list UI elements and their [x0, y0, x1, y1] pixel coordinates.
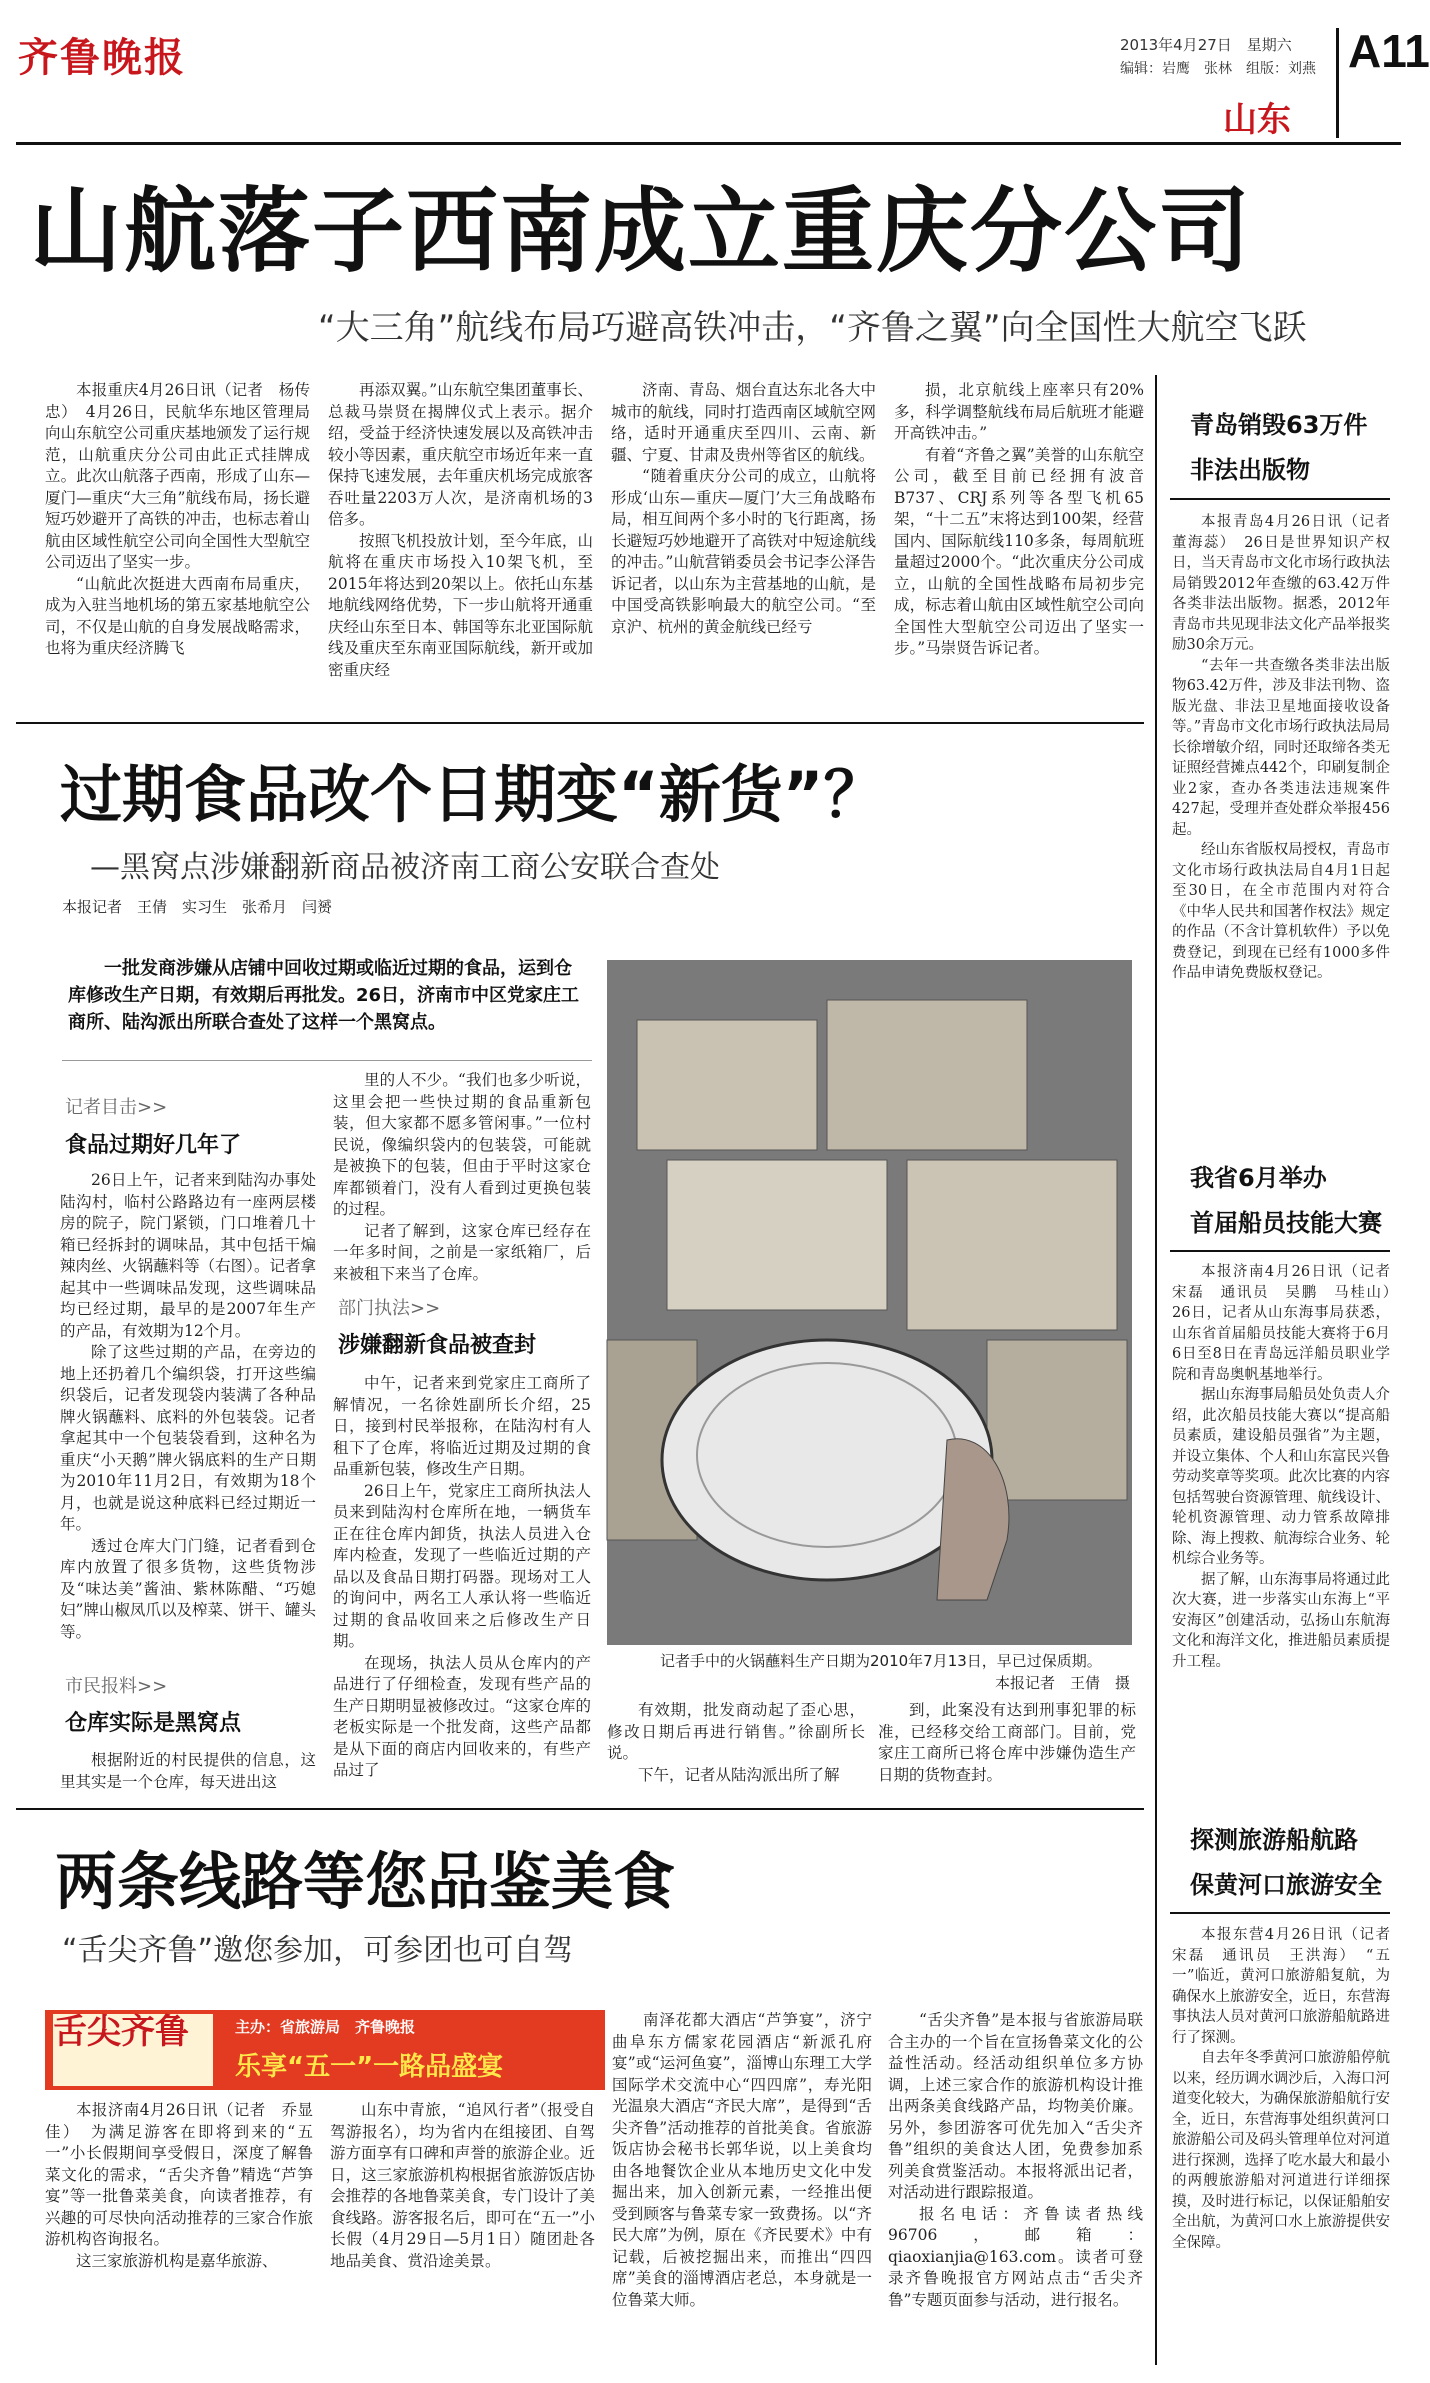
carton-box	[907, 1160, 1117, 1330]
subhead-expired-food: 食品过期好几年了	[65, 1133, 242, 1158]
carton-box	[827, 1000, 1027, 1150]
story1-headline: 山航落子西南成立重庆分公司	[30, 178, 1253, 285]
section-name: 山东	[1223, 100, 1291, 140]
paragraph: 有着“齐鲁之翼”美誉的山东航空公司，截至目前已经拥有波音B737、CRJ系列等各型飞机65架，“十二五”末将达到100架，经营国内、国际航线110多条，每周航班量超过2000个。“此次重庆分公司成立，山航的全国性战略布局初步完成，标志着山航由区域性航空公司向全国性大型航空公司迈出了坚实一步。”马崇贤告诉记者。	[894, 445, 1144, 657]
carton-box	[667, 1160, 887, 1310]
sidebar-title-rule	[1170, 1912, 1390, 1914]
masthead	[18, 14, 1430, 144]
carton-box	[987, 1340, 1127, 1500]
kicker-enforcement: 部门执法>>	[338, 1298, 441, 1319]
sidebar-divider	[1155, 375, 1157, 2365]
paragraph: 自去年冬季黄河口旅游船停航以来，经历调水调沙后，入海口河道变化较大，为确保旅游船航行安全，近日，东营海事处组织黄河口旅游船公司及码头管理单位对河道进行探测，选择了吃水最大和最小的两艘旅游船对河道进行详细探摸，及时进行标记，以保证船舶安全出航，为黄河口水上旅游提供安全保障。	[1172, 2050, 1390, 2251]
banner-title: 舌尖齐鲁	[53, 2014, 213, 2086]
paragraph: 透过仓库大门门缝，记者看到仓库内放置了很多货物，这些货物涉及“味达美”酱油、紫林陈醋、“巧媳妇”牌山椒凤爪以及榨菜、饼干、罐头等。	[60, 1536, 316, 1641]
paragraph: 这三家旅游机构是嘉华旅游、	[76, 2251, 278, 2270]
paragraph: 再添双翼。”山东航空集团董事长、总裁马崇贤在揭牌仪式上表示。据介绍，受益于经济快速发展以及高铁冲击较小等因素，重庆航空市场近年来一直保持飞速发展，去年重庆机场完成旅客吞吐量2203万人次，是济南机场的3倍多。	[328, 381, 593, 528]
sidebar-item2-title-line2: 首届船员技能大赛	[1190, 1209, 1382, 1237]
story2-column-4	[878, 1700, 1136, 1790]
paragraph: 除了这些过期的产品，在旁边的地上还扔着几个编织袋，打开这些编织袋后，记者发现袋内装满了各种品牌火锅蘸料、底料的外包装袋。记者拿起其中一个包装袋看到，这种名为重庆“小天鹅”牌火锅底料的生产日期为2010年11月2日，有效期为18个月，也就是说这种底料已经过期近一年。	[60, 1343, 316, 1533]
paragraph: 南泽花都大酒店“芦笋宴”，济宁曲阜东方儒家花园酒店“新派孔府宴”或“运河鱼宴”，淄博山东理工大学国际学术交流中心“四四席”，寿光阳光温泉大酒店“齐民大席”，是得到“舌尖齐鲁”活动推荐的首批美食。省旅游饭店协会秘书长郭华说，以上美食均由各地餐饮企业从本地历史文化中发掘出来，加入创新元素，一经推出便受到顾客与鲁菜专家一致费扬。以“齐民大席”为例，原在《齐民要术》中有记载，后被挖掘出来，而推出“四四席”美食的淄博酒店老总，本身就是一位鲁菜大师。	[612, 2011, 872, 2309]
story2-column-2b	[333, 1373, 591, 1793]
photo-illustration	[607, 960, 1132, 1645]
story2-lede: 一批发商涉嫌从店铺中回收过期或临近过期的食品，运到仓库修改生产日期，有效期后再批发。26日，济南市中区党家庄工商所、陆沟派出所联合查处了这样一个黑窝点。	[68, 958, 580, 1033]
paragraph: 本报青岛4月26日讯（记者 董海蕊） 26日是世界知识产权日，当天青岛市文化市场行政执法局销毁2012年查缴的63.42万件各类非法出版物。据悉，2012年青岛市共见现非法文化产品举报奖励30余万元。	[1172, 514, 1405, 653]
editor-credits: 编辑：岩鹰 张林 组版：刘燕	[1120, 61, 1316, 77]
masthead-rule	[16, 142, 1401, 145]
story3-column-1	[45, 2100, 313, 2370]
story3-column-2	[330, 2100, 595, 2370]
subhead-sealed: 涉嫌翻新食品被查封	[338, 1333, 537, 1358]
section-divider	[16, 1808, 1144, 1810]
story2-byline: 本报记者 王倩 实习生 张希月 闫赟	[62, 898, 333, 916]
paragraph: 中午，记者来到党家庄工商所了解情况，一名徐姓副所长介绍，25日，接到村民举报称，在陆沟村有人租下了仓库，将临近过期及过期的食品重新包装，修改生产日期。	[333, 1374, 591, 1478]
sidebar-item3-title-line1: 探测旅游船航路	[1190, 1826, 1358, 1854]
photo-credit: 本报记者 王倩 摄	[994, 1674, 1130, 1692]
story3-column-4	[888, 2010, 1143, 2370]
paragraph: 经山东省版权局授权，青岛市文化市场行政执法局自4月1日起至30日，在全市范围内对符合《中华人民共和国著作权法》规定的作品（不含计算机软件）予以免费登记，到现在已经有1000多件作品申请免费版权登记。	[1172, 842, 1390, 981]
paragraph: 根据附近的村民提供的信息，这里其实是一个仓库，每天进出这	[60, 1751, 316, 1791]
paragraph: “舌尖齐鲁”是本报与省旅游局联合主办的一个旨在宣扬鲁菜文化的公益性活动。经活动组织单位多方协调，上述三家合作的旅游机构设计推出两条美食线路产品，均物美价廉。另外，参团游客可优先加入“舌尖齐鲁”组织的美食达人团，免费参加系列美食赏鉴活动。本报将派出记者，对活动进行跟踪报道。	[888, 2011, 1143, 2201]
lede-divider	[62, 1060, 592, 1061]
paragraph: 有效期，批发商动起了歪心思，修改日期后再进行销售。”徐副所长说。	[607, 1701, 865, 1762]
story2-subhead: —黑窝点涉嫌翻新商品被济南工商公安联合查处	[90, 850, 720, 885]
paragraph: 本报济南4月26日讯（记者 乔显佳） 为满足游客在即将到来的“五一”小长假期间享受假日，深度了解鲁菜文化的需求，“舌尖齐鲁”精选“芦笋宴”等一批鲁菜美食，向读者推荐，有兴趣的可尽快向活动推荐的三家合作旅游机构咨询报名。	[45, 2101, 313, 2248]
paragraph: 损，北京航线上座率只有20%多，科学调整航线布局后航班才能避开高铁冲击。”	[894, 381, 1144, 442]
newspaper-logo: 齐鲁晚报	[18, 34, 186, 81]
story2-column-1	[60, 1170, 316, 1670]
sidebar-item1-title-line1: 青岛销毁63万件	[1190, 411, 1368, 439]
kicker-citizen-tip: 市民报料>>	[65, 1676, 168, 1697]
sidebar-item2-body	[1172, 1262, 1405, 1802]
paragraph: 在现场，执法人员从仓库内的产品进行了仔细检查，发现有些产品的生产日期明显被修改过。“这家仓库的老板实际是一个批发商，这些产品都是从下面的商店内回收来的，有些产品过了	[333, 1653, 591, 1779]
story1-column-4	[894, 380, 1144, 710]
paragraph: “随着重庆分公司的成立，山航将形成‘山东—重庆—厦门’大三角战略布局，相互间两个多小时的飞行距离，扬长避短巧妙地避开了高铁对中短途航线的冲击。”山航营销委员会书记李公泽告诉记者，以山东为主营基地的山航，是中国受高铁影响最大的航空公司。“至京沪、杭州的黄金航线已经亏	[611, 467, 876, 636]
banner-host: 主办：省旅游局 齐鲁晚报	[235, 2018, 416, 2036]
story1-column-2	[328, 380, 593, 710]
photo-caption	[660, 1650, 1130, 1694]
sidebar-title-rule	[1170, 1250, 1390, 1252]
sidebar-item1-body	[1172, 512, 1405, 1152]
paragraph: 本报东营4月26日讯（记者 宋磊 通讯员 王洪海） “五一”临近，黄河口旅游船复航，为确保水上旅游安全，近日，东营海事执法人员对黄河口旅游船航路进行了探测。	[1172, 1927, 1405, 2046]
paragraph: 据山东海事局船员处负责人介绍，此次船员技能大赛以“提高船员素质，建设船员强省”为主题，并设立集体、个人和山东富民兴鲁劳动奖章等奖项。此次比赛的内容包括驾驶台资源管理、航线设计、轮机资源管理、动力管系故障排除、海上搜救、航海综合业务、轮机综合业务等。	[1172, 1387, 1390, 1567]
sidebar-item3-title-line2: 保黄河口旅游安全	[1190, 1871, 1382, 1899]
story2-headline: 过期食品改个日期变“新货”？	[60, 758, 886, 831]
story3-column-3	[612, 2010, 872, 2370]
paragraph: 据了解，山东海事局将通过此次大赛，进一步落实山东海上“平安海区”创建活动，弘扬山东航海文化和海洋文化，推进船员素质提升工程。	[1172, 1571, 1390, 1670]
story2-column-3	[607, 1700, 865, 1790]
paragraph: 本报济南4月26日讯（记者 宋磊 通讯员 吴鹏 马桂山） 26日，记者从山东海事局获悉，山东省首届船员技能大赛将于6月6日至8日在青岛远洋船员职业学院和青岛奥帆基地举行。	[1172, 1264, 1405, 1383]
caption-text: 记者手中的火锅蘸料生产日期为2010年7月13日，早已过保质期。	[660, 1652, 1102, 1670]
paragraph: 记者了解到，这家仓库已经存在一年多时间，之前是一家纸箱厂，后来被租下来当了仓库。	[333, 1221, 591, 1283]
page-number: A11	[1348, 25, 1430, 77]
issue-date: 2013年4月27日 星期六	[1120, 36, 1292, 54]
sidebar-item3-body	[1172, 1925, 1405, 2370]
story1-subhead: “大三角”航线布局巧避高铁冲击，“齐鲁之翼”向全国性大航空飞跃	[318, 308, 1307, 348]
paragraph: “山航此次挺进大西南布局重庆，成为入驻当地机场的第五家基地航空公司，不仅是山航的自身发展战略需求，也将为重庆经济腾飞	[45, 574, 310, 657]
sidebar-item1-title-line2: 非法出版物	[1190, 456, 1310, 484]
paragraph: 按照飞机投放计划，至今年底，山航将在重庆市场投入10架飞机，至2015年将达到20架以上。依托山东基地航线网络优势，下一步山航将开通重庆经山东至日本、韩国等东北亚国际航线及重庆至东南亚国际航线，新开或加密重庆经	[328, 531, 593, 679]
story1-column-1	[45, 380, 310, 710]
story3-headline: 两条线路等您品鉴美食	[55, 1845, 676, 1918]
paragraph: 到，此案没有达到刑事犯罪的标准，已经移交给工商部门。目前，党家庄工商所已将仓库中涉嫌伪造生产日期的货物查封。	[878, 1701, 1136, 1784]
story3-subhead: “舌尖齐鲁”邀您参加，可参团也可自驾	[62, 1933, 574, 1968]
paragraph: 山东中青旅，“追风行者”（报受自驾游报名），均为省内在组接团、自驾游方面享有口碑和声誉的旅游企业。近日，这三家旅游机构根据省旅游饭店协会推荐的各地鲁菜美食，专门设计了美食线路。游客报名后，即可在“五一”小长假（4月29日—5月1日）随团赴各地品美食、赏沿途美景。	[330, 2101, 595, 2270]
story2-column-1b	[60, 1750, 316, 1795]
paragraph: 报名电话：齐鲁读者热线96706，邮箱：qiaoxianjia@163.com。读者可登录齐鲁晚报官方网站点击“舌尖齐鲁”专题页面参与活动，进行报名。	[888, 2204, 1143, 2309]
paragraph: 26日上午，记者来到陆沟办事处陆沟村，临村公路路边有一座两层楼房的院子，院门紧锁，门口堆着几十箱已经拆封的调味品，其中包括干煸辣肉丝、火锅蘸料等（右图）。记者拿起其中一些调味品发现，这些调味品均已经过期，最早的是2007年生产的产品，有效期为12个月。	[60, 1171, 316, 1340]
subhead-black-den: 仓库实际是黑窝点	[65, 1711, 242, 1736]
paragraph: 本报重庆4月26日讯（记者 杨传忠） 4月26日，民航华东地区管理局向山东航空公司重庆基地颁发了运行规范，山航重庆分公司由此正式挂牌成立。此次山航落子西南，形成了山东—厦门—重庆“大三角”航线布局，扬长避短巧妙避开了高铁的冲击，也标志着山航由区域性航空公司向全国性大型航空公司迈出了坚实一步。	[45, 381, 310, 571]
carton-box	[637, 1020, 817, 1150]
section-divider	[16, 722, 1144, 724]
news-photo-expired-condiments	[607, 960, 1132, 1645]
paragraph: 26日上午，党家庄工商所执法人员来到陆沟村仓库所在地，一辆货车正在往仓库内卸货，执法人员进入仓库内检查，发现了一些临近过期的产品以及食品日期打码器。现场对工人的询问中，两名工人承认将一些临近过期的食品收回来之后修改生产日期。	[333, 1481, 591, 1650]
kicker-reporter-witness: 记者目击>>	[65, 1097, 168, 1118]
sidebar-item2-title-line1: 我省6月举办	[1190, 1164, 1327, 1192]
story1-column-3	[611, 380, 876, 710]
paragraph: “去年一共查缴各类非法出版物63.42万件，涉及非法刊物、盗版光盘、非法卫星地面接收设备等。”青岛市文化市场行政执法局局长徐增敏介绍，同时还取缔各类无证照经营摊点442个，印刷复制企业2家，查办各类违法违规案件427起，受理并查处群众举报456起。	[1172, 657, 1390, 838]
paragraph: 济南、青岛、烟台直达东北各大中城市的航线，同时打造西南区域航空网络，适时开通重庆至四川、云南、新疆、宁夏、甘肃及贵州等省区的航线。	[611, 381, 876, 464]
sidebar-title-rule	[1170, 498, 1390, 500]
paragraph: 下午，记者从陆沟派出所了解	[638, 1765, 840, 1784]
paragraph: 里的人不少。“我们也多少听说，这里会把一些快过期的食品重新包装，但大家都不愿多管闲事。”一位村民说，像编织袋内的包装袋，可能就是被换下的包装，但由于平时这家仓库都锁着门，没有人看到过更换包装的过程。	[333, 1071, 591, 1218]
banner-slogan: 乐享“五一”一路品盛宴	[235, 2052, 504, 2082]
event-banner	[45, 2010, 605, 2090]
page-number-divider	[1336, 28, 1339, 138]
story2-column-2	[333, 1070, 591, 1283]
